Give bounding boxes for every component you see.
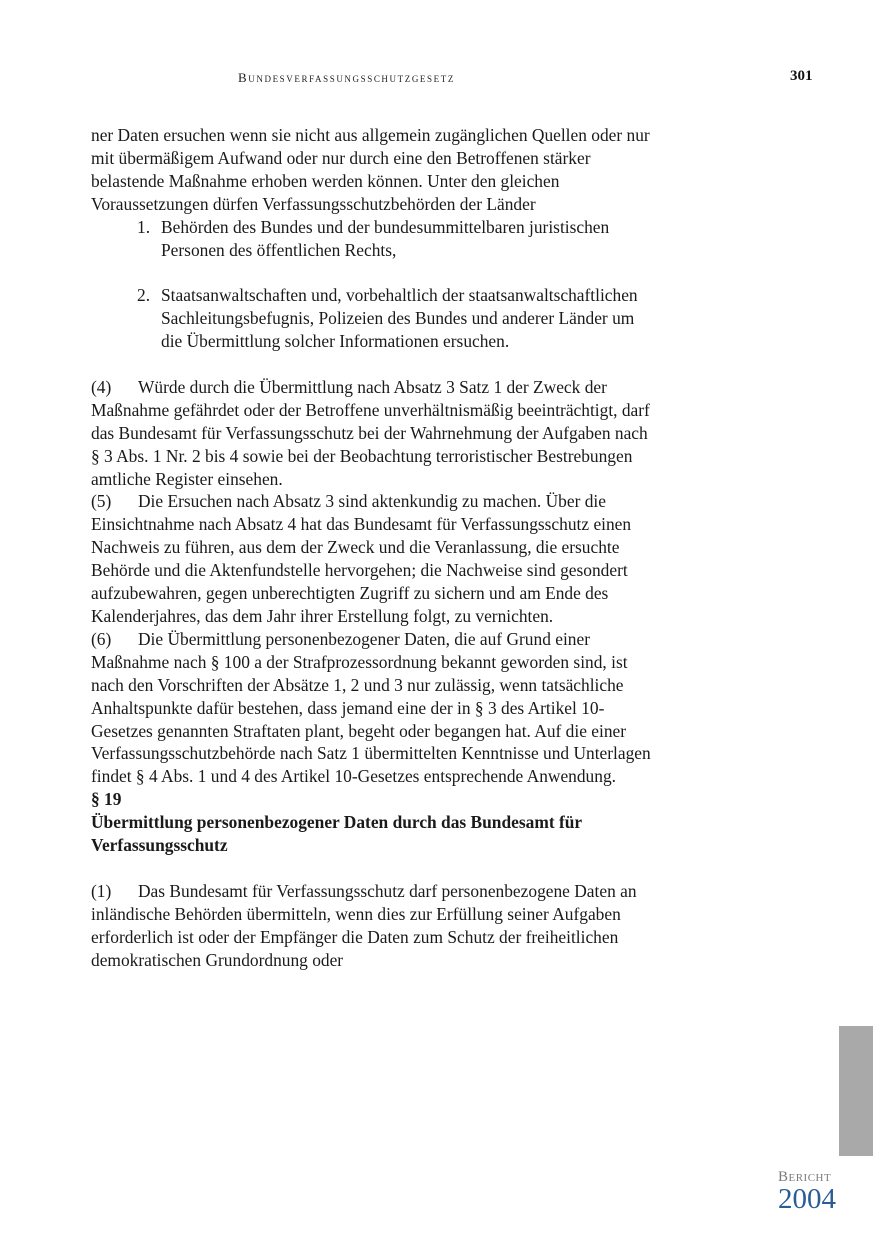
- intro-paragraph: ner Daten ersuchen wenn sie nicht aus allgemein zugänglichen Quellen oder nur mit übermäßigem Aufwand oder nur durch eine den Betroffenen stärker belastende Maßnahme erhoben werden können. Unter den gleichen Voraussetzungen dürfen Verfassungsschutzbehörden der Länder: [91, 125, 650, 214]
- document-body: [91, 124, 651, 971]
- paragraph-text: Die Ersuchen nach Absatz 3 sind aktenkundig zu machen. Über die Einsichtnahme nach Absatz 4 hat das Bundesamt für Verfassungsschutz einen Nachweis zu führen, aus dem der Zweck und die Veranlassung, die ersuchte Behörde und die Aktenfundstelle hervorgehen; die Nachweise sind gesondert aufzubewahren, gegen unberechtigten Zugriff zu sichern und am Ende des Kalenderjahres, das dem Jahr ihrer Erstellung folgt, zu vernichten.: [91, 491, 632, 626]
- list-item-number: 2.: [137, 285, 151, 306]
- paragraph-6: [91, 628, 651, 788]
- list-item: [137, 216, 641, 262]
- paragraph-4: [91, 376, 651, 491]
- paragraph-text: Würde durch die Übermittlung nach Absatz 3 Satz 1 der Zweck der Maßnahme gefährdet oder der Betroffene unverhältnismäßig beeinträchtigt, darf das Bundesamt für Verfassungsschutz bei der Wahrnehmung der Aufgaben nach § 3 Abs. 1 Nr. 2 bis 4 sowie bei der Beobachtung terroristischer Bestrebungen amtliche Register einsehen.: [91, 376, 650, 489]
- paragraph-text: Die Übermittlung personenbezogener Daten, die auf Grund einer Maßnahme nach § 100 a der Strafprozessordnung bekannt geworden sind, ist nach den Vorschriften der Absätze 1, 2 und 3 nur zulässig, wenn tatsächliche Anhaltspunkte dafür bestehen, dass jemand eine der in § 3 des Artikel 10-Gesetzes genannten Straftaten plant, begeht oder begangen hat. Auf die einer Verfassungsschutzbehörde nach Satz 1 übermittelten Kenntnisse und Unterlagen findet § 4 Abs. 1 und 4 des Artikel 10-Gesetzes entsprechende Anwendung.: [91, 628, 651, 787]
- running-header-title: Bundesverfassungsschutzgesetz: [238, 70, 455, 85]
- chapter-side-tab: [839, 1026, 873, 1156]
- page-number: 301: [790, 68, 813, 84]
- list-item-text: Staatsanwaltschaften und, vorbehaltlich der staatsanwaltschaftlichen Sachleitungsbefugnis, Polizeien des Bundes und anderer Länder um die Übermittlung solcher Informationen ersuchen.: [161, 285, 638, 352]
- paragraph-1: [91, 880, 651, 972]
- paragraph-text: Das Bundesamt für Verfassungsschutz darf personenbezogene Daten an inländische Behörden übermitteln, wenn dies zur Erfüllung seiner Aufgaben erforderlich ist oder der Empfänger die Daten zum Schutz der freiheitlichen demokratischen Grundordnung oder: [91, 880, 637, 970]
- section-title: Übermittlung personenbezogener Daten durch das Bundesamt für Verfassungsschutz: [91, 812, 582, 856]
- section-heading: [91, 788, 651, 857]
- list-item: [137, 284, 641, 353]
- section-number: § 19: [91, 789, 122, 810]
- paragraph-number: (4): [91, 376, 112, 397]
- paragraph-number: (6): [91, 628, 112, 649]
- list-item-number: 1.: [137, 216, 151, 237]
- logo-year: 2004: [778, 1183, 836, 1215]
- bericht-logo: [778, 1168, 836, 1215]
- list-item-text: Behörden des Bundes und der bundesummittelbaren juristischen Personen des öffentlichen Rechts,: [161, 216, 610, 260]
- paragraph-number: (5): [91, 491, 112, 512]
- logo-word: Bericht: [778, 1169, 832, 1185]
- paragraph-number: (1): [91, 880, 112, 901]
- paragraph-5: [91, 490, 651, 627]
